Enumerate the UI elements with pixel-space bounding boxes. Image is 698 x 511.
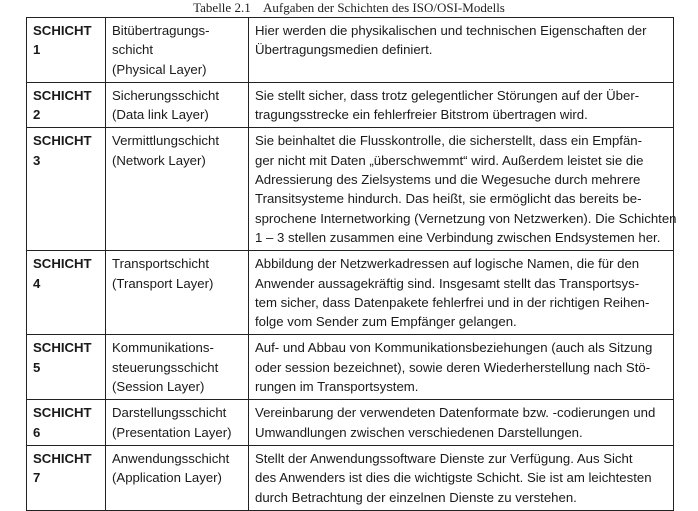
layer-name-cell [106,251,249,335]
layer-line: 3 [33,152,41,168]
layer-name-line: schicht [112,42,154,58]
layer-name-line: Anwendungsschicht [112,450,230,466]
layer-line: 6 [33,424,41,440]
layer-name-cell [106,400,249,446]
layer-name-line: (Network Layer) [112,152,206,168]
layer-cell [27,251,106,335]
table-row [27,128,674,251]
description-line: Stellt der Anwendungssoftware Dienste zur Verfügung. Aus Sicht [255,450,633,466]
layer-name-line: Sicherungsschicht [112,87,220,103]
layer-name-line: (Data link Layer) [112,107,209,123]
layer-name-line: (Physical Layer) [112,61,207,77]
layer-name-line: (Session Layer) [112,379,205,395]
description-line: durch Betrachtung der einzelnen Dienste zu verstehen. [255,489,577,505]
layer-line: 1 [33,42,41,58]
description-line: 1 – 3 stellen zusammen eine Verbindung zwischen Endsystemen her. [255,229,661,245]
description-cell [249,400,674,446]
layer-line: SCHICHT [33,256,92,272]
layer-name-cell [106,82,249,128]
description-line: Umwandlungen zwischen verschiedenen Darstellungen. [255,424,583,440]
description-line: Hier werden die physikalischen und technischen Eigenschaften der [255,23,647,38]
description-line: Adressierung des Zielsystems und die Wegesuche durch mehrere [255,172,641,188]
description-cell [249,18,674,83]
description-cell [249,335,674,400]
layer-cell [27,82,106,128]
description-line: Transitsysteme hindurch. Das heißt, sie ermöglicht das bereits be- [255,191,642,207]
description-line: Auf- und Abbau von Kommunikationsbeziehungen (auch als Sitzung [255,340,653,356]
layer-name-line: Vermittlungschicht [112,133,220,149]
layer-line: SCHICHT [33,405,92,421]
layer-line: SCHICHT [33,133,92,149]
layer-name-line: (Transport Layer) [112,275,214,291]
layer-name-line: Kommunikations- [112,340,214,356]
table-row [27,445,674,510]
description-line: Sie beinhaltet die Flusskontrolle, die sicherstellt, dass ein Empfän- [255,133,643,149]
layer-name-line: Darstellungsschicht [112,405,227,421]
layer-name-cell [106,335,249,400]
layer-name-line: (Application Layer) [112,470,222,486]
description-line: des Anwenders ist dies die wichtigste Schicht. Sie ist am leichtesten [255,470,652,486]
layer-line: SCHICHT [33,23,92,38]
table-caption: Tabelle 2.1 Aufgaben der Schichten des ISO/OSI-Modells [193,0,505,15]
description-line: tem sicher, dass Datenpakete fehlerfrei und in der richtigen Reihen- [255,294,650,310]
layer-name-cell [106,445,249,510]
osi-layers-table [26,17,677,511]
description-cell [249,128,677,251]
description-line: Vereinbarung der verwendeten Datenformate bzw. -codierungen und [255,405,656,421]
layer-name-line: Bitübertragungs- [112,23,210,38]
layer-cell [27,335,106,400]
description-cell [249,445,674,510]
layer-line: 7 [33,470,41,486]
description-cell [249,82,674,128]
description-line: folge vom Sender zum Empfänger gelangen. [255,314,517,330]
description-cell [249,251,674,335]
layer-name-cell [106,18,249,83]
layer-cell [27,400,106,446]
description-line: oder session bezeichnet), sowie deren Wiederherstellung nach Stö- [255,359,651,375]
layer-cell [27,128,106,251]
layer-name-line: Transportschicht [112,256,209,272]
table-row [27,251,674,335]
layer-line: 2 [33,107,41,123]
table-row [27,18,674,83]
description-line: Sie stellt sicher, dass trotz gelegentlicher Störungen auf der Über- [255,87,640,103]
layer-line: SCHICHT [33,450,92,466]
description-line: Abbildung der Netzwerkadressen auf logische Namen, die für den [255,256,640,272]
description-line: tragungsstrecke ein fehlerfreier Bitstrom übertragen wird. [255,107,588,123]
layer-name-line: (Presentation Layer) [112,424,232,440]
layer-cell [27,445,106,510]
layer-line: 4 [33,275,41,291]
table-row [27,82,674,128]
description-line: ger nicht mit Daten „überschwemmt“ wird. Außerdem leistet sie die [255,152,644,168]
layer-cell [27,18,106,83]
layer-name-cell [106,128,249,251]
layer-line: SCHICHT [33,87,92,103]
description-line: sprochene Internetworking (Vernetzung von Netzwerken). Die Schichten [255,210,677,226]
table-row [27,335,674,400]
layer-line: SCHICHT [33,340,92,356]
description-line: Übertragungsmedien definiert. [255,42,433,58]
layer-name-line: steuerungsschicht [112,359,219,375]
description-line: rungen im Transportsystem. [255,379,419,395]
layer-line: 5 [33,359,41,375]
description-line: Anwender aussagekräftig sind. Insgesamt stellt das Transportsys- [255,275,640,291]
table-row [27,400,674,446]
